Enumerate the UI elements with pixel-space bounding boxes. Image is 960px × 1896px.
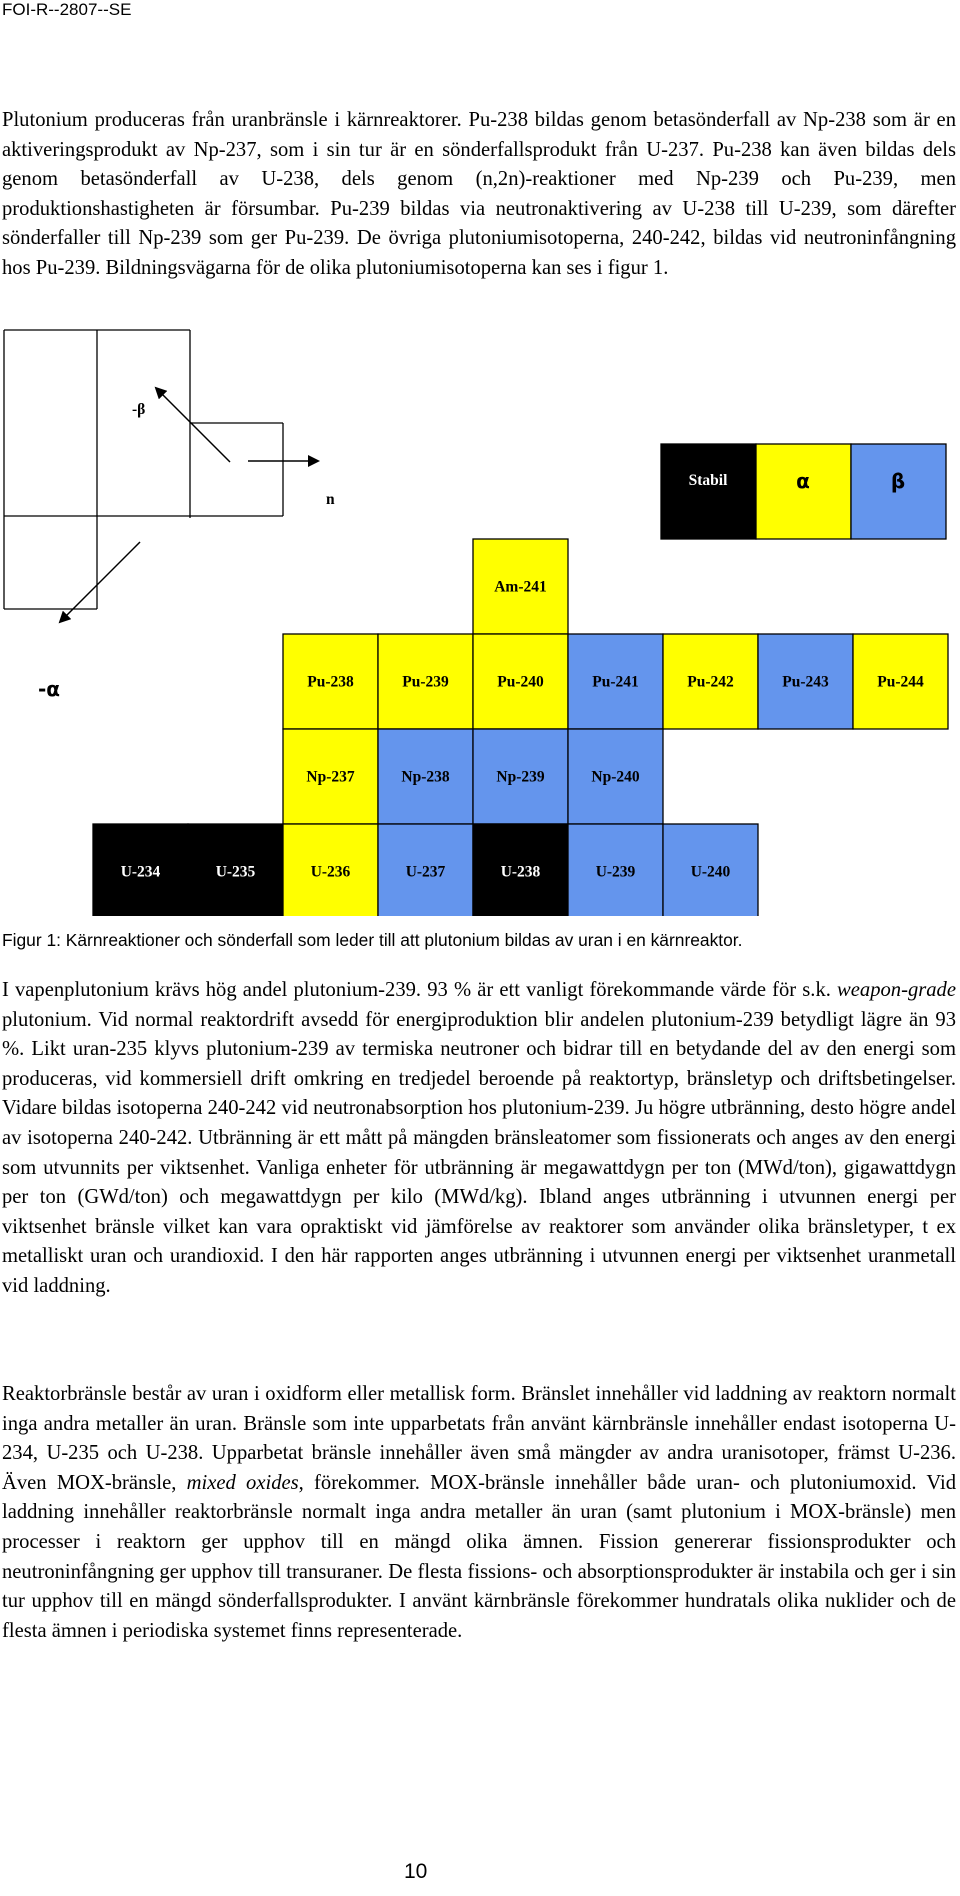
nuclide-label-u-240: U-240 [690, 863, 731, 881]
legend [661, 444, 946, 539]
page-number: 10 [404, 1860, 428, 1883]
nuclide-label-np-238: Np-238 [401, 768, 450, 786]
reactor-fuel-paragraph [2, 1380, 956, 1646]
mixed-oxides-term: mixed oxides [186, 1471, 299, 1494]
weapon-grade-text-2: plutonium. Vid normal reaktordrift avsedd för energiproduktion blir andelen plutonium-239 betydligt lägre än 93 %. Likt uran-235 klyvs plutonium-239 av termiska neutroner och bidrar till en betydande del av den energi som produceras, vid kommersiell drift omkring en tredjedel beroende på reaktortyp, bränsletyp och driftsbetingelser. Vidare bildas isotoperna 240-242 vid neutronabsorption hos plutonium-239. Ju högre utbränning, desto högre andel av isotoperna 240-242. Utbränning är ett mått på mängden bränsleatomer som fissionerats och anges av den energi som utvunnits per viktsenhet. Vanliga enheter för utbränning är megawattdygn per ton (MWd/ton), gigawattdygn per ton (GWd/ton) och megawattdygn per kilo (MWd/kg). Ibland anges utbränning i utvunnen energi per viktsenhet bränsle vilket kan vara opraktiskt vid jämförelse av reaktorer som använder olika bränsletyper, t ex metalliskt uran och urandioxid. I den här rapporten anges utbränning i utvunnen energi per viktsenhet uranmetall vid laddning. [2, 1008, 956, 1297]
nuclide-label-pu-238: Pu-238 [307, 673, 354, 691]
beta-minus-label: -β [132, 401, 146, 418]
document-id: FOI-R--2807--SE [2, 0, 132, 19]
nuclide-label-np-239: Np-239 [496, 768, 545, 786]
nuclide-label-np-240: Np-240 [591, 768, 640, 786]
figure-caption: Figur 1: Kärnreaktioner och sönderfall som leder till att plutonium bildas av uran i en kärnreaktor. [2, 930, 743, 950]
alpha-arrow [60, 542, 140, 622]
reactor-fuel-text-1: Reaktorbränsle består av uran i oxidform eller metallisk form. Bränslet innehåller vid laddning av reaktorn normalt inga andra metaller än uran. Bränsle som inte upparbetats från använt kärnbränsle innehåller endast isotoperna U-234, U-235 och U-238. Upparbetat bränsle innehåller även små mängder av andra uranisotoper, främst U-236. Även MOX-bränsle, [2, 1383, 956, 1494]
nuclide-label-pu-244: Pu-244 [877, 673, 924, 691]
nuclide-cells [93, 539, 948, 916]
weapon-grade-term: weapon-grade [837, 979, 956, 1001]
weapon-grade-paragraph [2, 976, 956, 1302]
nuclide-label-u-234: U-234 [120, 863, 161, 881]
nuclide-label-u-235: U-235 [215, 863, 256, 881]
reactor-fuel-text-2: , förekommer. MOX-bränsle innehåller både uran- och plutoniumoxid. Vid laddning innehåller reaktorbränsle normalt inga andra metaller än uran (samt plutonium i MOX-bränsle) men processer i reaktorn ger upphov till en mängd olika ämnen. Fission genererar fissionsprodukter och neutroninfångning ger upphov till transuraner. De flesta fissions- och absorptionsprodukter är instabila och ger i sin tur upphov till en mängd sönderfallsprodukter. I använt kärnbränsle förekommer hundratals olika nuklider och de flesta ämnen i periodiska systemet finns representerade. [2, 1471, 956, 1642]
beta-arrow [156, 388, 230, 462]
nuclide-label-pu-239: Pu-239 [402, 673, 449, 691]
nuclide-label-np-237: Np-237 [306, 768, 355, 786]
nuclide-label-pu-240: Pu-240 [497, 673, 544, 691]
reaction-key [4, 330, 283, 609]
nuclide-label-u-237: U-237 [405, 863, 446, 881]
legend-beta-label: β [890, 469, 906, 493]
nuclide-chart [0, 326, 960, 916]
intro-paragraph: Plutonium produceras från uranbränsle i kärnreaktorer. Pu-238 bildas genom betasönderfall av Np-238 som är en aktiveringsprodukt av Np-237, som i sin tur är en sönderfallsprodukt från U-237. Pu-238 kan även bildas dels genom betasönderfall av U-238, dels genom (n,2n)-reaktioner med Np-239 och Pu-239, men produktionshastigheten är försumbar. Pu-239 bildas via neutronaktivering av U-238 till U-239, som därefter sönderfaller till Np-239 som ger Pu-239. De övriga plutoniumisotoperna, 240-242, bildas vid neutroninfångning hos Pu-239. Bildningsvägarna för de olika plutoniumisotoperna kan ses i figur 1. [2, 109, 956, 279]
nuclide-label-pu-243: Pu-243 [782, 673, 829, 691]
nuclide-label-pu-241: Pu-241 [592, 673, 639, 691]
nuclide-label-u-239: U-239 [595, 863, 636, 881]
nuclide-label-am-241: Am-241 [494, 578, 547, 596]
neutron-label: n [326, 491, 335, 508]
nuclide-label-u-238: U-238 [500, 863, 541, 881]
legend-stable-label: Stabil [688, 472, 728, 489]
alpha-minus-label: -α [38, 677, 61, 701]
weapon-grade-text-1: I vapenplutonium krävs hög andel plutonium-239. 93 % är ett vanligt förekommande värde för s.k. [2, 979, 838, 1001]
nuclide-label-u-236: U-236 [310, 863, 351, 881]
legend-alpha-label: α [796, 469, 810, 493]
nuclide-label-pu-242: Pu-242 [687, 673, 734, 691]
